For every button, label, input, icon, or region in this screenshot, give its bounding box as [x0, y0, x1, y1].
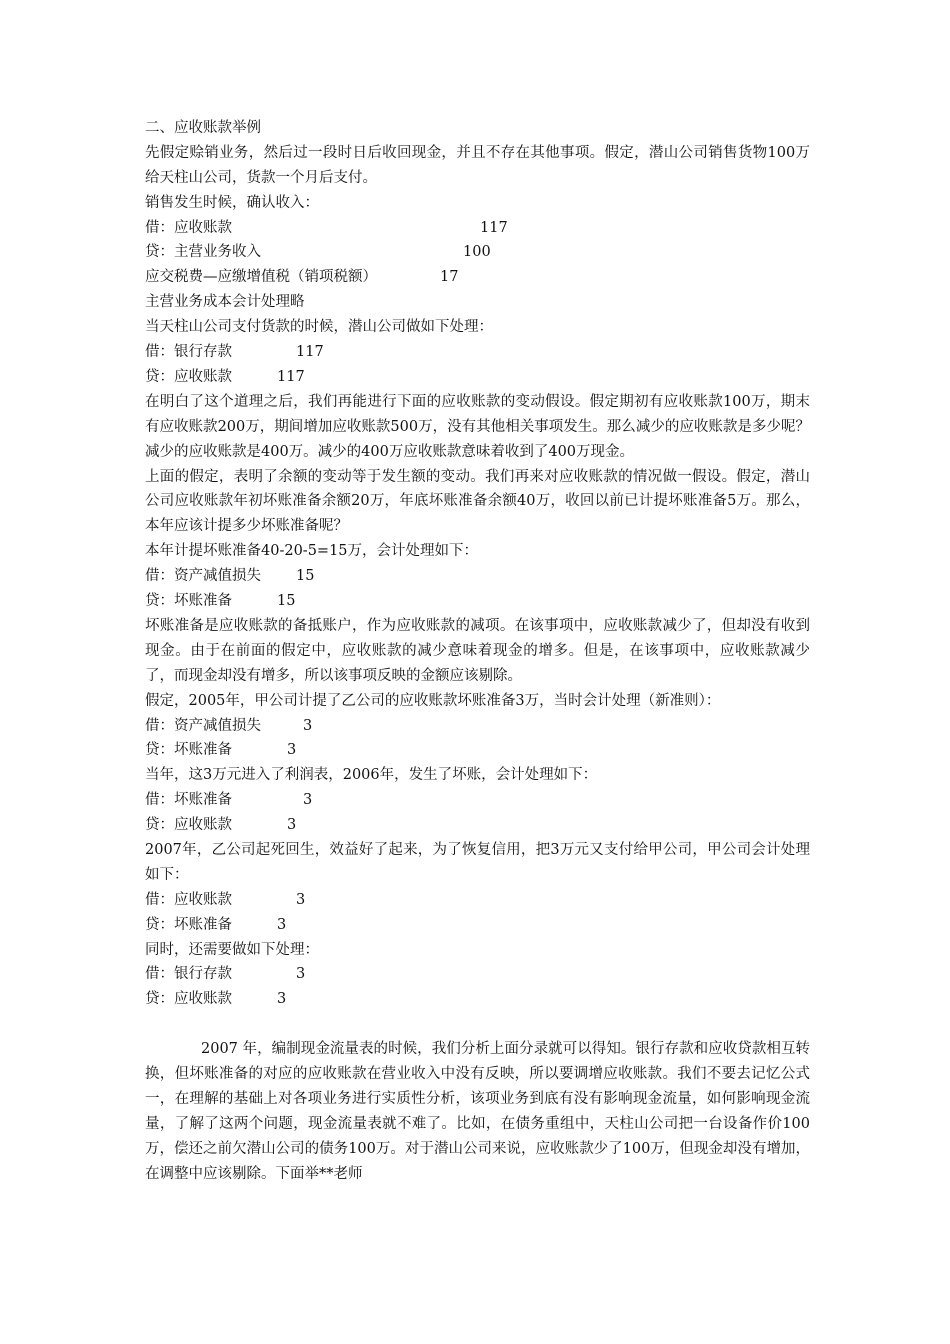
entry-label: 贷：应收账款 [145, 368, 232, 385]
paragraph: 在明白了这个道理之后，我们再能进行下面的应收账款的变动假设。假定期初有应收账款100万，期末有应收账款200万，期间增加应收账款500万，没有其他相关事项发生。那么减少的应收账款是多少呢？减少的应收账款是400万。减少的400万应收账款意味着收到了400万现金。 [145, 393, 810, 460]
entry-amount: 100 [463, 244, 491, 261]
journal-entry-debit [145, 962, 810, 987]
entry-label: 贷：应收账款 [145, 991, 232, 1008]
paragraph: 本年计提坏账准备40-20-5=15万，会计处理如下： [145, 543, 479, 560]
journal-entry-credit [145, 738, 810, 763]
journal-entry-credit [145, 987, 810, 1012]
entry-amount: 3 [287, 742, 297, 759]
journal-entry-debit [145, 340, 810, 365]
paragraph: 同时，还需要做如下处理： [145, 941, 319, 958]
paragraph: 销售发生时候，确认收入： [145, 194, 319, 211]
entry-amount: 15 [277, 593, 296, 610]
journal-entry-credit [145, 589, 810, 614]
journal-entry-debit [145, 714, 810, 739]
paragraph: 当天柱山公司支付货款的时候，潜山公司做如下处理： [145, 319, 493, 336]
entry-amount: 3 [296, 891, 306, 908]
journal-entry-debit [145, 788, 810, 813]
entry-label: 借：应收账款 [145, 891, 232, 908]
journal-entry-credit [145, 813, 810, 838]
paragraph: 坏账准备是应收账款的备抵账户，作为应收账款的减项。在该事项中，应收账款减少了，但却没有收到现金。由于在前面的假定中，应收账款的减少意味着现金的增多。但是，在该事项中，应收账款减少了，而现金却没有增多，所以该事项反映的金额应该剔除。 [145, 617, 810, 684]
entry-label: 贷：坏账准备 [145, 593, 232, 610]
entry-amount: 3 [296, 966, 306, 983]
entry-label: 贷：应收账款 [145, 817, 232, 834]
entry-amount: 3 [277, 991, 287, 1008]
section-heading: 二、应收账款举例 [145, 120, 261, 136]
entry-label: 应交税费—应缴增值税（销项税额） [145, 269, 377, 286]
paragraph: 2007 年，编制现金流量表的时候，我们分析上面分录就可以得知。银行存款和应收贷款相互转换，但坏账准备的对应的应收账款在营业收入中没有反映，所以要调增应收账款。我们不要去记忆公式一，在理解的基础上对各项业务进行实质性分析，该项业务到底有没有影响现金流量，如何影响现金流量，了解了这两个问题，现金流量表就不难了。比如，在债务重组中，天柱山公司把一台设备作价100万，偿还之前欠潜山公司的债务100万。对于潜山公司来说，应收账款少了100万，但现金却没有增加，在调整中应该剔除。下面举**老师 [145, 1041, 810, 1182]
document-body [145, 116, 810, 1187]
blank-line [145, 1012, 810, 1037]
entry-amount: 3 [303, 717, 313, 734]
entry-label: 借：资产减值损失 [145, 717, 261, 734]
journal-entry-credit [145, 913, 810, 938]
entry-amount: 117 [296, 344, 324, 361]
journal-entry-debit [145, 216, 810, 241]
journal-entry-debit [145, 564, 810, 589]
entry-amount: 117 [277, 368, 305, 385]
journal-entry-credit [145, 365, 810, 390]
entry-label: 借：银行存款 [145, 966, 232, 983]
entry-amount: 17 [440, 269, 459, 286]
journal-entry-credit [145, 265, 810, 290]
entry-amount: 15 [296, 568, 315, 585]
entry-label: 借：资产减值损失 [145, 568, 261, 585]
entry-amount: 3 [303, 792, 313, 809]
entry-amount: 3 [287, 817, 297, 834]
entry-label: 借：银行存款 [145, 344, 232, 361]
entry-label: 借：坏账准备 [145, 792, 232, 809]
paragraph: 先假定赊销业务，然后过一段时日后收回现金，并且不存在其他事项。假定，潜山公司销售货物100万给天柱山公司，货款一个月后支付。 [145, 144, 810, 186]
paragraph: 主营业务成本会计处理略 [145, 294, 305, 311]
paragraph: 上面的假定，表明了余额的变动等于发生额的变动。我们再来对应收账款的情况做一假设。假定，潜山公司应收账款年初坏账准备余额20万，年底坏账准备余额40万，收回以前已计提坏账准备5万。那么，本年应该计提多少坏账准备呢？ [145, 468, 810, 535]
entry-label: 借：应收账款 [145, 219, 232, 236]
entry-amount: 3 [277, 916, 287, 933]
journal-entry-credit [145, 240, 810, 265]
paragraph: 假定，2005年，甲公司计提了乙公司的应收账款坏账准备3万，当时会计处理（新准则）： [145, 692, 721, 709]
paragraph: 2007年，乙公司起死回生，效益好了起来，为了恢复信用，把3万元又支付给甲公司，甲公司会计处理如下： [145, 842, 810, 883]
entry-label: 贷：坏账准备 [145, 742, 232, 759]
journal-entry-debit [145, 888, 810, 913]
entry-label: 贷：坏账准备 [145, 916, 232, 933]
paragraph: 当年，这3万元进入了利润表，2006年，发生了坏账，会计处理如下： [145, 767, 598, 784]
entry-label: 贷：主营业务收入 [145, 244, 261, 261]
entry-amount: 117 [480, 219, 508, 236]
